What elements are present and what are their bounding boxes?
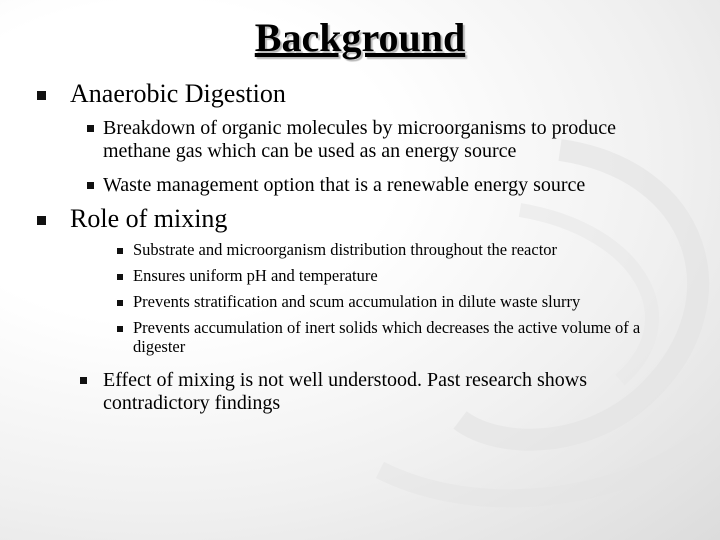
bullet-icon: [117, 326, 123, 332]
bullet-icon: [37, 91, 46, 100]
note-text: Effect of mixing is not well understood. Past research shows contradictory findings: [103, 369, 587, 414]
list-item: Prevents stratification and scum accumulation in dilute waste slurry: [133, 292, 581, 311]
section-heading-role-of-mixing: Role of mixing: [70, 204, 228, 233]
bullet-icon: [80, 377, 87, 384]
bullet-icon: [87, 182, 94, 189]
section-heading-anaerobic-digestion: Anaerobic Digestion: [70, 79, 286, 108]
slide-title: Background: [254, 15, 466, 60]
list-item: Ensures uniform pH and temperature: [133, 266, 378, 285]
list-item: Substrate and microorganism distribution throughout the reactor: [133, 240, 558, 259]
bullet-icon: [117, 248, 123, 254]
bullet-icon: [37, 216, 46, 225]
list-item: Waste management option that is a renewable energy source: [103, 174, 586, 196]
list-item: Prevents accumulation of inert solids which decreases the active volume of a digester: [133, 318, 641, 356]
bullet-icon: [117, 300, 123, 306]
bullet-icon: [117, 274, 123, 280]
list-item: Breakdown of organic molecules by microorganisms to produce methane gas which can be used as an energy source: [103, 117, 617, 162]
bullet-icon: [87, 125, 94, 132]
